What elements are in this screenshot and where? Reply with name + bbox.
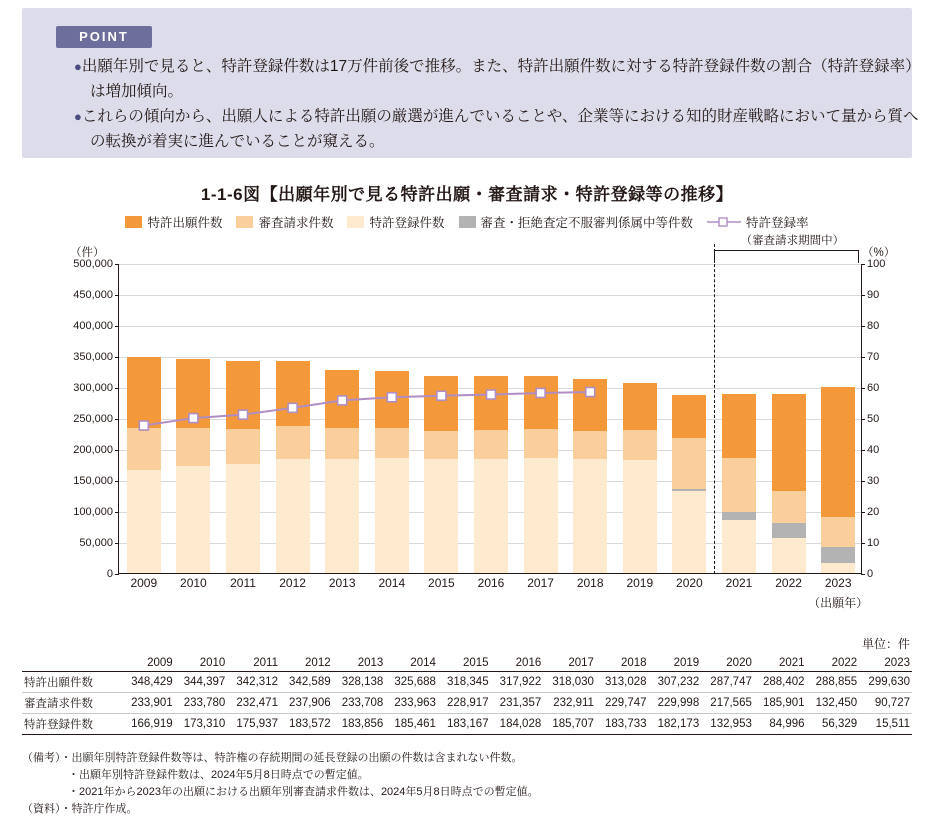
chart-legend (0, 213, 934, 231)
x-axis-tick-label: 2023 (824, 576, 852, 590)
table-column-header: 2019 (649, 655, 702, 672)
table-cell: 318,030 (543, 672, 596, 693)
table-cell: 229,747 (596, 693, 649, 714)
table-row-header: 審査請求件数 (22, 693, 122, 714)
table-column-header: 2014 (385, 655, 438, 672)
table-cell: 233,963 (385, 693, 438, 714)
y-axis-tick-label: 450,000 (73, 289, 113, 301)
y-axis-tick-label: 150,000 (73, 475, 113, 487)
y2-axis-tick-label: 10 (867, 537, 880, 549)
table-cell: 344,397 (175, 672, 228, 693)
table-cell: 132,953 (701, 714, 754, 735)
x-axis-tick-label: 2009 (130, 576, 158, 590)
footnotes (22, 750, 912, 818)
y-axis-tick (115, 574, 119, 575)
registration-rate-line (119, 264, 863, 574)
table-cell: 325,688 (385, 672, 438, 693)
note-line (22, 784, 912, 801)
note-text: ・出願年別特許登録件数は、2024年5月8日時点での暫定値。 (68, 769, 369, 782)
table-column-header: 2020 (701, 655, 754, 672)
source-label: （資料） (22, 803, 61, 816)
x-axis-tick-label: 2010 (180, 576, 207, 590)
point-item (74, 104, 930, 154)
point-tab-label: POINT (56, 26, 152, 48)
table-column-header: 2011 (227, 655, 280, 672)
y-axis-tick-label: 0 (106, 568, 113, 580)
table-cell: 166,919 (122, 714, 175, 735)
table-body (22, 672, 912, 735)
pending-period-divider (714, 244, 715, 574)
table-cell: 232,911 (543, 693, 596, 714)
y2-axis-tick-label: 70 (867, 351, 880, 363)
x-axis-tick-label: 2020 (676, 576, 703, 590)
table-row-header: 特許登録件数 (22, 714, 122, 735)
legend-swatch-icon (459, 216, 476, 228)
x-axis-tick-label: 2016 (477, 576, 505, 590)
x-axis-tick-label: 2022 (775, 576, 802, 590)
x-axis-tick-label: 2012 (279, 576, 306, 590)
note-text: ・2021年から2023年の出願における出願年別審査請求件数は、2024年5月8日時点での暫定値。 (68, 786, 539, 799)
table-cell: 299,630 (859, 672, 912, 693)
table-cell: 185,901 (754, 693, 807, 714)
table-cell: 313,028 (596, 672, 649, 693)
legend-label: 特許登録件数 (369, 216, 445, 230)
table-cell: 317,922 (491, 672, 544, 693)
table-cell: 342,312 (227, 672, 280, 693)
table-cell: 233,708 (333, 693, 386, 714)
table-corner-cell (22, 655, 122, 672)
table-cell: 173,310 (175, 714, 228, 735)
table-cell: 90,727 (859, 693, 912, 714)
y-axis-tick-label: 50,000 (79, 537, 113, 549)
table-cell: 307,232 (649, 672, 702, 693)
y2-axis-tick-label: 80 (867, 320, 880, 332)
note-line (22, 750, 912, 767)
table-cell: 183,733 (596, 714, 649, 735)
table-cell: 231,357 (491, 693, 544, 714)
x-axis-tick-label: 2021 (725, 576, 753, 590)
table-row (22, 714, 912, 735)
table-cell: 183,167 (438, 714, 491, 735)
pending-period-bracket (714, 250, 859, 263)
x-axis-tick-label: 2013 (328, 576, 356, 590)
legend-label: 審査請求件数 (258, 216, 334, 230)
table-cell: 233,780 (175, 693, 228, 714)
y-axis-tick-label: 300,000 (73, 382, 113, 394)
table-column-header: 2017 (543, 655, 596, 672)
table-column-header: 2010 (175, 655, 228, 672)
data-table (22, 655, 912, 735)
table-cell: 183,856 (333, 714, 386, 735)
legend-item (707, 213, 809, 231)
y2-axis-tick-label: 30 (867, 475, 880, 487)
table-row (22, 693, 912, 714)
bullet-icon: ● (74, 109, 82, 124)
x-axis-tick-label: 2011 (230, 576, 256, 590)
x-axis-tick-label: 2018 (576, 576, 604, 590)
table-cell: 183,572 (280, 714, 333, 735)
y2-axis-tick-label: 50 (867, 413, 880, 425)
y2-axis-tick-label: 20 (867, 506, 880, 518)
legend-item (125, 213, 222, 231)
table-cell: 15,511 (859, 714, 912, 735)
legend-item (347, 213, 444, 231)
table-column-header: 2012 (280, 655, 333, 672)
x-axis-tick-label: 2019 (626, 576, 654, 590)
note-line (22, 801, 912, 818)
x-axis-label: （出願年） (808, 596, 869, 610)
table-cell: 56,329 (807, 714, 860, 735)
table-cell: 217,565 (701, 693, 754, 714)
legend-line-icon (707, 216, 741, 228)
y2-axis-tick-label: 90 (867, 289, 880, 301)
table-column-header: 2015 (438, 655, 491, 672)
table-cell: 342,589 (280, 672, 333, 693)
x-axis-tick-label: 2014 (378, 576, 406, 590)
legend-label: 審査・拒絶査定不服審判係属中等件数 (480, 216, 694, 230)
table-cell: 287,747 (701, 672, 754, 693)
bullet-icon: ● (74, 59, 82, 74)
legend-item (236, 213, 333, 231)
table-column-header: 2016 (491, 655, 544, 672)
table-header-row (22, 655, 912, 672)
legend-label: 特許出願件数 (147, 216, 223, 230)
table-cell: 228,917 (438, 693, 491, 714)
table-column-header: 2013 (333, 655, 386, 672)
pending-period-label: （審査請求期間中） (740, 235, 845, 247)
table-cell: 84,996 (754, 714, 807, 735)
legend-swatch-icon (347, 216, 364, 228)
y-axis-tick-label: 100,000 (73, 506, 113, 518)
legend-item (459, 213, 694, 231)
table-cell: 348,429 (122, 672, 175, 693)
table-column-header: 2023 (859, 655, 912, 672)
table-cell: 182,173 (649, 714, 702, 735)
y-axis-tick-label: 200,000 (73, 444, 113, 456)
legend-swatch-icon (125, 216, 142, 228)
table-cell: 229,998 (649, 693, 702, 714)
legend-swatch-icon (236, 216, 253, 228)
note-text: ・出願年別特許登録件数等は、特許権の存続期間の延長登録の出願の件数は含まれない件数。 (60, 752, 523, 764)
y2-axis-tick (861, 574, 865, 575)
y2-axis-tick-label: 60 (867, 382, 880, 394)
table-column-header: 2009 (122, 655, 175, 672)
table-cell: 185,707 (543, 714, 596, 735)
table-cell: 288,855 (807, 672, 860, 693)
y-axis-tick-label: 500,000 (73, 258, 113, 270)
table-column-header: 2018 (596, 655, 649, 672)
y-axis-tick-label: 250,000 (73, 413, 113, 425)
chart-title: 1-1-6図【出願年別で見る特許出願・審査請求・特許登録等の推移】 (200, 185, 734, 204)
point-item-text: これらの傾向から、出願人による特許出願の厳選が進んでいることや、企業等における知的財産戦略において量から質への転換が着実に進んでいることが窺える。 (81, 108, 919, 151)
table-cell: 237,906 (280, 693, 333, 714)
point-box (22, 8, 921, 158)
legend-label: 特許登録率 (746, 216, 809, 230)
plot-canvas (73, 235, 886, 610)
table-row-header: 特許出願件数 (22, 672, 122, 693)
note-line (22, 767, 912, 784)
table-cell: 184,028 (491, 714, 544, 735)
y-axis-tick-label: 350,000 (73, 351, 113, 363)
table-cell: 318,345 (438, 672, 491, 693)
table-cell: 232,471 (227, 693, 280, 714)
chart-plot-area (0, 235, 934, 610)
table-cell: 175,937 (227, 714, 280, 735)
y2-axis-tick-label: 100 (867, 258, 886, 270)
point-item-text: 出願年別で見ると、特許登録件数は17万件前後で推移。また、特許出願件数に対する特許登録件数の割合（特許登録率）は増加傾向。 (81, 58, 921, 101)
table-cell: 328,138 (333, 672, 386, 693)
table-unit-note: 単位：件 (861, 637, 910, 651)
table-cell: 288,402 (754, 672, 807, 693)
table-row (22, 672, 912, 693)
y2-axis-tick-label: 0 (867, 568, 874, 580)
y2-axis-tick-label: 40 (867, 444, 880, 456)
point-item (74, 54, 930, 104)
x-axis-tick-label: 2015 (428, 576, 455, 590)
x-axis-tick-label: 2017 (527, 576, 554, 590)
table-column-header: 2022 (807, 655, 860, 672)
y-axis-unit-label: （件） (70, 247, 105, 259)
remarks-label: （備考） (22, 752, 61, 764)
table-cell: 233,901 (122, 693, 175, 714)
table-column-header: 2021 (754, 655, 807, 672)
y2-axis-unit-label: （%） (862, 247, 896, 259)
y-axis-tick-label: 400,000 (73, 320, 113, 332)
table-cell: 132,450 (807, 693, 860, 714)
data-table-wrapper (22, 655, 912, 735)
source-text: ・特許庁作成。 (60, 803, 138, 816)
table-cell: 185,461 (385, 714, 438, 735)
